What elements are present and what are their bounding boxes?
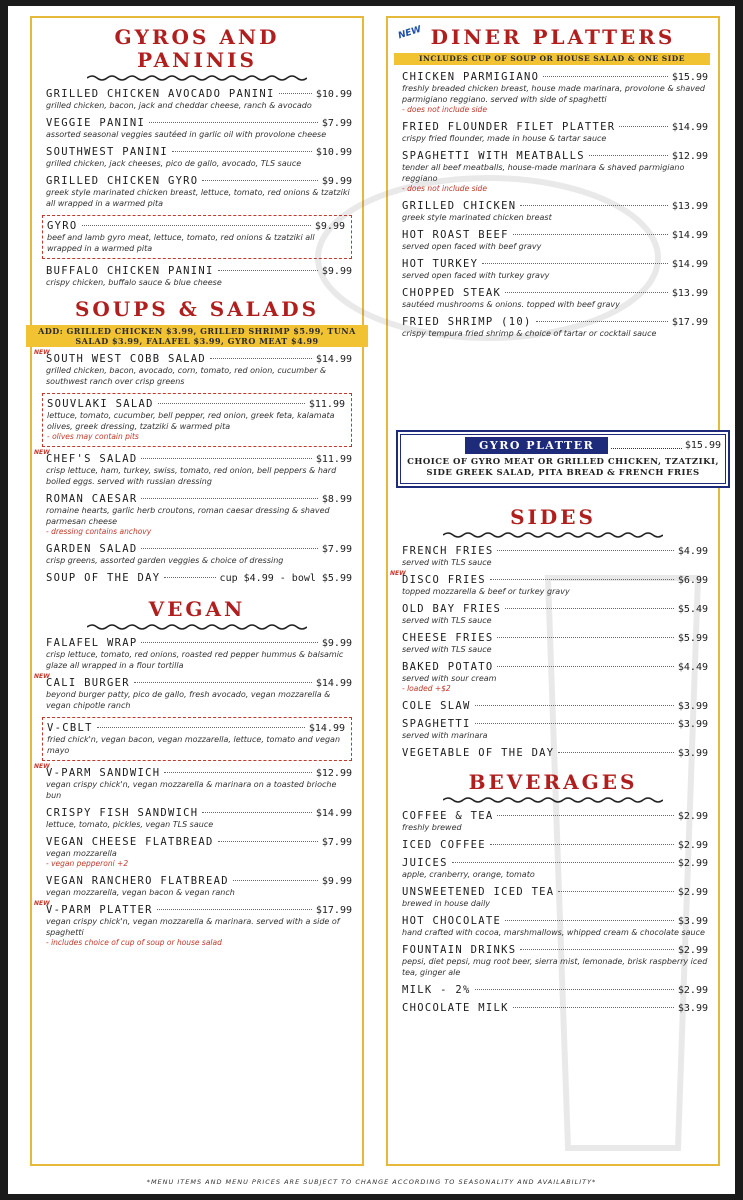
item-price: $7.99 bbox=[321, 837, 352, 848]
dot-leader bbox=[141, 458, 311, 459]
item-desc: crisp lettuce, ham, turkey, swiss, tomato, red onion, bell peppers & hard boiled eggs. served with russian dressing bbox=[46, 466, 337, 486]
item-desc: hand crafted with cocoa, marshmallows, whipped cream & chocolate sauce bbox=[402, 928, 705, 937]
dot-leader bbox=[97, 727, 305, 728]
item-price: cup $4.99 - bowl $5.99 bbox=[219, 573, 352, 584]
item-name: ICED COFFEE bbox=[402, 839, 486, 851]
dot-leader bbox=[505, 292, 668, 293]
item-name: VEGETABLE OF THE DAY bbox=[402, 747, 555, 759]
menu-item bbox=[388, 229, 718, 252]
item-price: $14.99 bbox=[315, 354, 352, 365]
item-price: $12.99 bbox=[671, 151, 708, 162]
item-note: - loaded +$2 bbox=[402, 684, 451, 693]
squiggle-divider-icon bbox=[87, 623, 307, 631]
item-price: $11.99 bbox=[308, 399, 345, 410]
dot-leader bbox=[164, 577, 215, 578]
item-price: $9.99 bbox=[321, 176, 352, 187]
item-price: $14.99 bbox=[315, 808, 352, 819]
menu-item bbox=[388, 915, 718, 938]
item-name: HOT CHOCOLATE bbox=[402, 915, 502, 927]
item-price: $3.99 bbox=[677, 1003, 708, 1014]
item-price: $9.99 bbox=[314, 221, 345, 232]
item-desc: fried chick'n, vegan bacon, vegan mozzarella, lettuce, tomato and vegan mayo bbox=[47, 735, 341, 755]
dot-leader bbox=[233, 880, 318, 881]
item-name: CHEESE FRIES bbox=[402, 632, 494, 644]
menu-item bbox=[388, 258, 718, 281]
item-desc: topped mozzarella & beef or turkey gravy bbox=[402, 587, 570, 596]
dot-leader bbox=[279, 93, 312, 94]
dot-leader bbox=[149, 122, 318, 123]
dot-leader bbox=[475, 723, 674, 724]
item-desc: lettuce, tomato, pickles, vegan TLS sauce bbox=[46, 820, 214, 829]
menu-item bbox=[32, 637, 362, 671]
menu-item bbox=[47, 722, 345, 756]
menu-item bbox=[32, 175, 362, 209]
item-price: $2.99 bbox=[677, 840, 708, 851]
dot-leader bbox=[82, 225, 311, 226]
menu-item bbox=[388, 984, 718, 996]
item-price: $3.99 bbox=[677, 719, 708, 730]
dot-leader bbox=[619, 126, 667, 127]
item-desc: served with TLS sauce bbox=[402, 645, 492, 654]
item-price: $14.99 bbox=[308, 723, 345, 734]
menu-item bbox=[388, 71, 718, 115]
new-badge: NEW bbox=[34, 763, 50, 770]
dot-leader bbox=[210, 358, 312, 359]
item-price: $10.99 bbox=[315, 89, 352, 100]
dot-leader bbox=[513, 234, 668, 235]
item-price: $5.49 bbox=[677, 604, 708, 615]
dot-leader bbox=[497, 815, 673, 816]
item-name: SPAGHETTI WITH MEATBALLS bbox=[402, 150, 585, 162]
item-price: $5.99 bbox=[677, 633, 708, 644]
item-name: SOUTH WEST COBB SALAD bbox=[46, 353, 207, 365]
item-desc: assorted seasonal veggies sautéed in garlic oil with provolone cheese bbox=[46, 130, 327, 139]
menu-item bbox=[32, 673, 362, 711]
dot-leader bbox=[157, 909, 312, 910]
beverages-title: BEVERAGES bbox=[468, 770, 638, 794]
item-name: COLE SLAW bbox=[402, 700, 471, 712]
item-desc: grilled chicken, bacon, avocado, corn, tomato, red onion, cucumber & southwest ranch over crisp greens bbox=[46, 366, 327, 386]
gyro-platter-price: $15.99 bbox=[684, 440, 721, 451]
squiggle-divider-icon bbox=[87, 74, 307, 82]
dot-leader bbox=[475, 705, 674, 706]
menu-item bbox=[388, 603, 718, 626]
item-name: SOUTHWEST PANINI bbox=[46, 146, 168, 158]
item-name: VEGAN CHEESE FLATBREAD bbox=[46, 836, 214, 848]
item-desc: beyond burger patty, pico de gallo, fresh avocado, vegan mozzarella & vegan chipotle ranch bbox=[46, 690, 331, 710]
menu-item bbox=[388, 700, 718, 712]
menu-item bbox=[388, 121, 718, 144]
dot-leader bbox=[505, 920, 674, 921]
featured-box bbox=[42, 215, 352, 259]
item-price: $13.99 bbox=[671, 288, 708, 299]
item-name: MILK - 2% bbox=[402, 984, 471, 996]
gyro-platter-desc: CHOICE OF GYRO MEAT OR GRILLED CHICKEN, TZATZIKI, SIDE GREEK SALAD, PITA BREAD & FRENCH FRIES bbox=[407, 457, 719, 478]
item-desc: freshly breaded chicken breast, house made marinara, provolone & shaved parmigiano reggiano. served with side of spaghetti bbox=[402, 84, 705, 104]
item-desc: greek style marinated chicken breast, lettuce, tomato, red onions & tzatziki all wrapped in a warmed pita bbox=[46, 188, 350, 208]
item-name: GRILLED CHICKEN AVOCADO PANINI bbox=[46, 88, 275, 100]
new-badge: NEW bbox=[34, 900, 50, 907]
menu-item bbox=[32, 449, 362, 487]
dot-leader bbox=[475, 989, 674, 990]
item-name: CHOPPED STEAK bbox=[402, 287, 502, 299]
item-desc: served open faced with beef gravy bbox=[402, 242, 542, 251]
dot-leader bbox=[536, 321, 668, 322]
dot-leader bbox=[513, 1007, 674, 1008]
item-price: $14.99 bbox=[671, 259, 708, 270]
item-price: $4.99 bbox=[677, 546, 708, 557]
menu-item bbox=[388, 570, 718, 597]
gyro-platter-title: GYRO PLATTER bbox=[465, 437, 608, 454]
item-name: GYRO bbox=[47, 220, 78, 232]
item-desc: served with TLS sauce bbox=[402, 616, 492, 625]
dot-leader bbox=[497, 637, 673, 638]
item-desc: freshly brewed bbox=[402, 823, 462, 832]
item-name: GARDEN SALAD bbox=[46, 543, 138, 555]
item-name: DISCO FRIES bbox=[402, 574, 486, 586]
menu-item bbox=[388, 944, 718, 978]
item-desc: brewed in house daily bbox=[402, 899, 491, 908]
item-price: $13.99 bbox=[671, 201, 708, 212]
dot-leader bbox=[589, 155, 668, 156]
menu-item bbox=[32, 807, 362, 830]
item-name: COFFEE & TEA bbox=[402, 810, 494, 822]
left-column bbox=[30, 16, 364, 1166]
item-desc: grilled chicken, bacon, jack and cheddar cheese, ranch & avocado bbox=[46, 101, 312, 110]
menu-item bbox=[388, 718, 718, 741]
dot-leader bbox=[505, 608, 674, 609]
item-desc: served with sour cream bbox=[402, 674, 497, 683]
item-name: FRIED FLOUNDER FILET PLATTER bbox=[402, 121, 616, 133]
item-desc: beef and lamb gyro meat, lettuce, tomato, red onions & tzatziki all wrapped in a warmed pita bbox=[47, 233, 315, 253]
item-name: SPAGHETTI bbox=[402, 718, 471, 730]
menu-item bbox=[32, 836, 362, 869]
menu-item bbox=[388, 287, 718, 310]
item-note: - olives may contain pits bbox=[47, 432, 139, 441]
item-desc: crispy tempura fried shrimp & choice of tartar or cocktail sauce bbox=[402, 329, 657, 338]
item-desc: tender all beef meatballs, house-made marinara & shaved parmigiano reggiano bbox=[402, 163, 685, 183]
item-name: V-PARM SANDWICH bbox=[46, 767, 161, 779]
item-desc: crispy chicken, buffalo sauce & blue cheese bbox=[46, 278, 222, 287]
featured-box bbox=[42, 393, 352, 447]
diner-title: DINER PLATTERS bbox=[430, 25, 676, 49]
item-name: OLD BAY FRIES bbox=[402, 603, 502, 615]
item-name: CRISPY FISH SANDWICH bbox=[46, 807, 199, 819]
item-desc: romaine hearts, garlic herb croutons, roman caesar dressing & shaved parmesan cheese bbox=[46, 506, 330, 526]
item-price: $3.99 bbox=[677, 748, 708, 759]
soups-title: SOUPS & SALADS bbox=[74, 297, 320, 321]
item-name: CALI BURGER bbox=[46, 677, 130, 689]
menu-item bbox=[32, 763, 362, 801]
item-name: ROMAN CAESAR bbox=[46, 493, 138, 505]
menu-footer-disclaimer: *MENU ITEMS AND MENU PRICES ARE SUBJECT TO CHANGE ACCORDING TO SEASONALITY AND AVAILABILITY* bbox=[146, 1178, 597, 1186]
item-name: BUFFALO CHICKEN PANINI bbox=[46, 265, 214, 277]
item-name: VEGAN RANCHERO FLATBREAD bbox=[46, 875, 229, 887]
dot-leader bbox=[452, 862, 674, 863]
featured-box bbox=[42, 717, 352, 761]
menu-sheet bbox=[8, 6, 735, 1194]
item-price: $7.99 bbox=[321, 118, 352, 129]
item-price: $12.99 bbox=[315, 768, 352, 779]
dot-leader bbox=[141, 548, 317, 549]
dot-leader bbox=[172, 151, 312, 152]
menu-item bbox=[32, 88, 362, 111]
gyro-platter-inner bbox=[400, 434, 726, 484]
menu-item bbox=[388, 200, 718, 223]
item-price: $17.99 bbox=[315, 905, 352, 916]
menu-item bbox=[388, 747, 718, 759]
item-price: $2.99 bbox=[677, 945, 708, 956]
item-price: $7.99 bbox=[321, 544, 352, 555]
new-badge: NEW bbox=[34, 673, 50, 680]
item-name: UNSWEETENED ICED TEA bbox=[402, 886, 555, 898]
dot-leader bbox=[520, 205, 668, 206]
item-price: $2.99 bbox=[677, 887, 708, 898]
item-note: - vegan pepperoni +2 bbox=[46, 859, 129, 868]
menu-item bbox=[32, 349, 362, 387]
new-badge: NEW bbox=[397, 24, 423, 42]
item-desc: vegan crispy chick'n, vegan mozzarella & marinara. served with a side of spaghetti bbox=[46, 917, 340, 937]
menu-item bbox=[47, 398, 345, 442]
item-desc: vegan crispy chick'n, vegan mozzarella & marinara on a toasted brioche bun bbox=[46, 780, 337, 800]
dot-leader bbox=[543, 76, 668, 77]
gyros-title-line1: GYROS AND bbox=[114, 25, 280, 49]
item-desc: grilled chicken, jack cheeses, pico de gallo, avocado, TLS sauce bbox=[46, 159, 302, 168]
dot-leader bbox=[497, 550, 673, 551]
item-name: FRENCH FRIES bbox=[402, 545, 494, 557]
squiggle-divider-icon bbox=[443, 796, 663, 804]
item-price: $11.99 bbox=[315, 454, 352, 465]
new-badge: NEW bbox=[34, 449, 50, 456]
menu-item bbox=[32, 146, 362, 169]
item-desc: crisp greens, assorted garden veggies & choice of dressing bbox=[46, 556, 284, 565]
new-badge: NEW bbox=[34, 349, 50, 356]
dot-leader bbox=[202, 180, 317, 181]
soups-add-banner: ADD: GRILLED CHICKEN $3.99, GRILLED SHRIMP $5.99, TUNA SALAD $3.99, FALAFEL $3.99, GYRO MEAT $4.99 bbox=[26, 325, 368, 347]
item-desc: crispy fried flounder, made in house & tartar sauce bbox=[402, 134, 607, 143]
item-desc: lettuce, tomato, cucumber, bell pepper, red onion, greek feta, kalamata olives, greek dressing, tzatziki & warmed pita bbox=[47, 411, 335, 431]
item-name: VEGGIE PANINI bbox=[46, 117, 146, 129]
item-price: $9.99 bbox=[321, 876, 352, 887]
item-price: $8.99 bbox=[321, 494, 352, 505]
item-desc: greek style marinated chicken breast bbox=[402, 213, 552, 222]
item-note: - dressing contains anchovy bbox=[46, 527, 152, 536]
item-name: FALAFEL WRAP bbox=[46, 637, 138, 649]
item-price: $10.99 bbox=[315, 147, 352, 158]
item-name: V-CBLT bbox=[47, 722, 93, 734]
menu-item bbox=[388, 886, 718, 909]
item-price: $6.99 bbox=[677, 575, 708, 586]
item-desc: served with TLS sauce bbox=[402, 558, 492, 567]
item-desc: pepsi, diet pepsi, mug root beer, sierra mist, lemonade, brisk raspberry iced tea, ginger ale bbox=[402, 957, 708, 977]
menu-item bbox=[388, 632, 718, 655]
dot-leader bbox=[141, 642, 317, 643]
menu-item bbox=[32, 875, 362, 898]
menu-item bbox=[388, 839, 718, 851]
item-price: $14.99 bbox=[315, 678, 352, 689]
item-desc: vegan mozzarella, vegan bacon & vegan ranch bbox=[46, 888, 235, 897]
gyros-title bbox=[32, 26, 362, 72]
dot-leader bbox=[218, 841, 318, 842]
dot-leader bbox=[482, 263, 668, 264]
gyros-title-line2: PANINIS bbox=[137, 48, 257, 72]
item-desc: apple, cranberry, orange, tomato bbox=[402, 870, 535, 879]
item-price: $9.99 bbox=[321, 266, 352, 277]
menu-item bbox=[388, 316, 718, 339]
item-price: $9.99 bbox=[321, 638, 352, 649]
item-desc: crisp lettuce, tomato, red onions, roasted red pepper hummus & balsamic glaze all wrapped in a flour tortilla bbox=[46, 650, 344, 670]
dot-leader bbox=[520, 949, 674, 950]
item-price: $4.49 bbox=[677, 662, 708, 673]
item-desc: sautéed mushrooms & onions. topped with beef gravy bbox=[402, 300, 620, 309]
item-desc: served with marinara bbox=[402, 731, 488, 740]
item-price: $14.99 bbox=[671, 122, 708, 133]
item-name: CHEF'S SALAD bbox=[46, 453, 138, 465]
item-note: - does not include side bbox=[402, 184, 487, 193]
menu-item bbox=[32, 900, 362, 948]
item-price: $2.99 bbox=[677, 811, 708, 822]
item-name: CHICKEN PARMIGIANO bbox=[402, 71, 540, 83]
item-name: FOUNTAIN DRINKS bbox=[402, 944, 517, 956]
dot-leader bbox=[611, 448, 682, 449]
item-price: $3.99 bbox=[677, 701, 708, 712]
menu-item bbox=[388, 810, 718, 833]
item-price: $14.99 bbox=[671, 230, 708, 241]
item-name: SOUP OF THE DAY bbox=[46, 572, 161, 584]
menu-item bbox=[32, 572, 362, 584]
dot-leader bbox=[218, 270, 318, 271]
menu-item bbox=[32, 265, 362, 288]
item-desc: vegan mozzarella bbox=[46, 849, 117, 858]
item-name: SOUVLAKI SALAD bbox=[47, 398, 154, 410]
item-name: FRIED SHRIMP (10) bbox=[402, 316, 532, 328]
item-note: - does not include side bbox=[402, 105, 487, 114]
dot-leader bbox=[202, 812, 311, 813]
item-name: CHOCOLATE MILK bbox=[402, 1002, 509, 1014]
item-name: GRILLED CHICKEN bbox=[402, 200, 517, 212]
squiggle-divider-icon bbox=[443, 531, 663, 539]
dot-leader bbox=[158, 403, 305, 404]
menu-item bbox=[388, 150, 718, 194]
sides-title: SIDES bbox=[510, 505, 596, 529]
item-name: V-PARM PLATTER bbox=[46, 904, 153, 916]
dot-leader bbox=[134, 682, 312, 683]
new-badge: NEW bbox=[390, 570, 406, 577]
menu-item bbox=[32, 117, 362, 140]
dot-leader bbox=[558, 891, 673, 892]
dot-leader bbox=[141, 498, 317, 499]
gyro-platter-box bbox=[396, 430, 730, 488]
dot-leader bbox=[490, 844, 674, 845]
dot-leader bbox=[558, 752, 673, 753]
item-desc: served open faced with turkey gravy bbox=[402, 271, 550, 280]
dot-leader bbox=[497, 666, 673, 667]
menu-item bbox=[388, 857, 718, 880]
menu-item bbox=[32, 543, 362, 566]
item-price: $2.99 bbox=[677, 985, 708, 996]
menu-item bbox=[388, 545, 718, 568]
dot-leader bbox=[490, 579, 674, 580]
vegan-title: VEGAN bbox=[148, 597, 246, 621]
item-price: $3.99 bbox=[677, 916, 708, 927]
item-price: $2.99 bbox=[677, 858, 708, 869]
item-note: - includes choice of cup of soup or house salad bbox=[46, 938, 222, 947]
menu-item bbox=[388, 661, 718, 694]
item-name: HOT TURKEY bbox=[402, 258, 479, 270]
item-name: JUICES bbox=[402, 857, 448, 869]
item-name: HOT ROAST BEEF bbox=[402, 229, 509, 241]
item-name: GRILLED CHICKEN GYRO bbox=[46, 175, 199, 187]
menu-item bbox=[388, 1002, 718, 1014]
item-name: BAKED POTATO bbox=[402, 661, 494, 673]
menu-item bbox=[32, 493, 362, 537]
diner-banner: INCLUDES CUP OF SOUP OR HOUSE SALAD & ONE SIDE bbox=[394, 53, 710, 65]
gyro-platter-header bbox=[405, 437, 721, 454]
dot-leader bbox=[164, 772, 312, 773]
menu-item bbox=[47, 220, 345, 254]
item-price: $15.99 bbox=[671, 72, 708, 83]
item-price: $17.99 bbox=[671, 317, 708, 328]
sides-beverages-block bbox=[388, 506, 718, 1020]
